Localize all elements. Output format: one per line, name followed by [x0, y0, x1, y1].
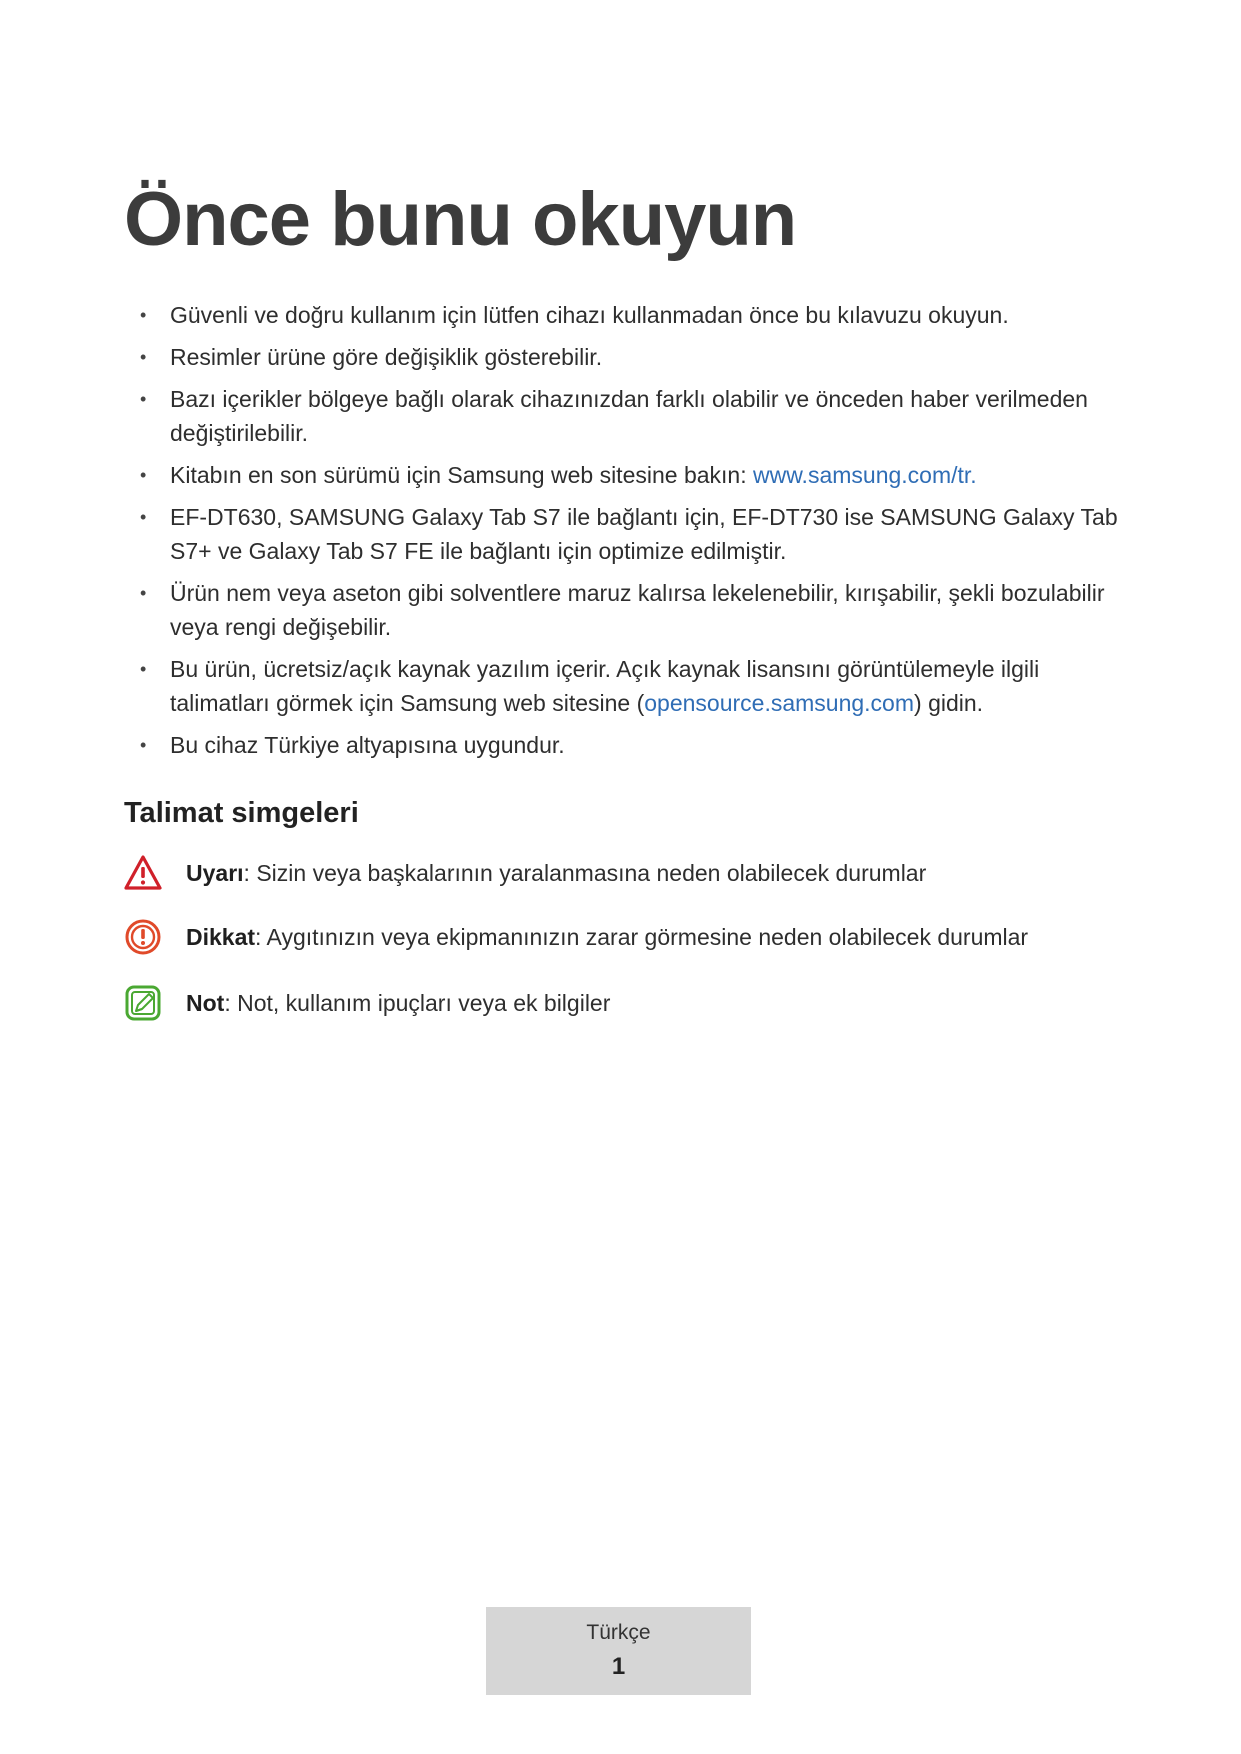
list-item	[124, 652, 1124, 720]
note-text: : Not, kullanım ipuçları veya ek bilgiler	[224, 989, 611, 1016]
bullet-text: EF-DT630, SAMSUNG Galaxy Tab S7 ile bağlantı için, EF-DT730 ise SAMSUNG Galaxy Tab S7+ ve Galaxy Tab S7 FE ile bağlantı için optimize edilmiştir.	[170, 504, 1118, 564]
warning-text: : Sizin veya başkalarının yaralanmasına neden olabilecek durumlar	[243, 859, 927, 886]
bullet-icon: •	[140, 389, 147, 409]
note-row	[124, 983, 610, 1023]
warning-icon	[124, 854, 162, 892]
footer-language: Türkçe	[586, 1621, 651, 1644]
warning-row	[124, 853, 926, 893]
bullet-icon: •	[140, 507, 147, 527]
page-footer	[486, 1607, 751, 1695]
note-icon	[124, 984, 162, 1022]
warning-description	[186, 860, 926, 887]
warning-label: Uyarı	[186, 859, 244, 886]
bullet-text: Güvenli ve doğru kullanım için lütfen cihazı kullanmadan önce bu kılavuzu okuyun.	[170, 302, 1009, 328]
caution-row	[124, 917, 1028, 957]
bullet-icon: •	[140, 465, 147, 485]
section-title: Talimat simgeleri	[124, 797, 359, 829]
bullet-icon: •	[140, 347, 147, 367]
caution-icon	[124, 918, 162, 956]
bullet-text: Bu cihaz Türkiye altyapısına uygundur.	[170, 732, 565, 758]
caution-description	[186, 924, 1028, 951]
note-label: Not	[186, 989, 225, 1016]
list-item	[124, 728, 1124, 762]
bullet-text: Kitabın en son sürümü için Samsung web sitesine bakın:	[170, 462, 753, 488]
bullet-text: Bu ürün, ücretsiz/açık kaynak yazılım içerir. Açık kaynak lisansını görüntülemeyle ilgili talimatları görmek için Samsung web sitesine (	[170, 656, 1040, 716]
bullet-text: .	[970, 462, 977, 488]
opensource-link[interactable]: opensource.samsung.com	[644, 690, 915, 716]
list-item	[124, 382, 1124, 450]
bullet-icon: •	[140, 583, 147, 603]
note-description	[186, 990, 610, 1017]
bullet-text: Resimler ürüne göre değişiklik gösterebilir.	[170, 344, 603, 370]
page-title: Önce bunu okuyun	[124, 177, 797, 262]
intro-bullet-list	[124, 298, 1124, 770]
list-item	[124, 576, 1124, 644]
list-item	[124, 298, 1124, 332]
caution-text: : Aygıtınızın veya ekipmanınızın zarar görmesine neden olabilecek durumlar	[255, 923, 1029, 950]
list-item	[124, 500, 1124, 568]
page-number: 1	[611, 1653, 626, 1680]
bullet-text: ) gidin.	[914, 690, 984, 716]
bullet-text: Bazı içerikler bölgeye bağlı olarak cihazınızdan farklı olabilir ve önceden haber verilmeden değiştirilebilir.	[170, 386, 1088, 446]
samsung-website-link[interactable]: www.samsung.com/tr	[753, 462, 971, 488]
bullet-icon: •	[140, 305, 147, 325]
bullet-text: Ürün nem veya aseton gibi solventlere maruz kalırsa lekelenebilir, kırışabilir, şekli bozulabilir veya rengi değişebilir.	[170, 580, 1105, 640]
bullet-icon: •	[140, 659, 147, 679]
list-item	[124, 458, 1124, 492]
caution-label: Dikkat	[186, 923, 256, 950]
bullet-icon: •	[140, 735, 147, 755]
list-item	[124, 340, 1124, 374]
